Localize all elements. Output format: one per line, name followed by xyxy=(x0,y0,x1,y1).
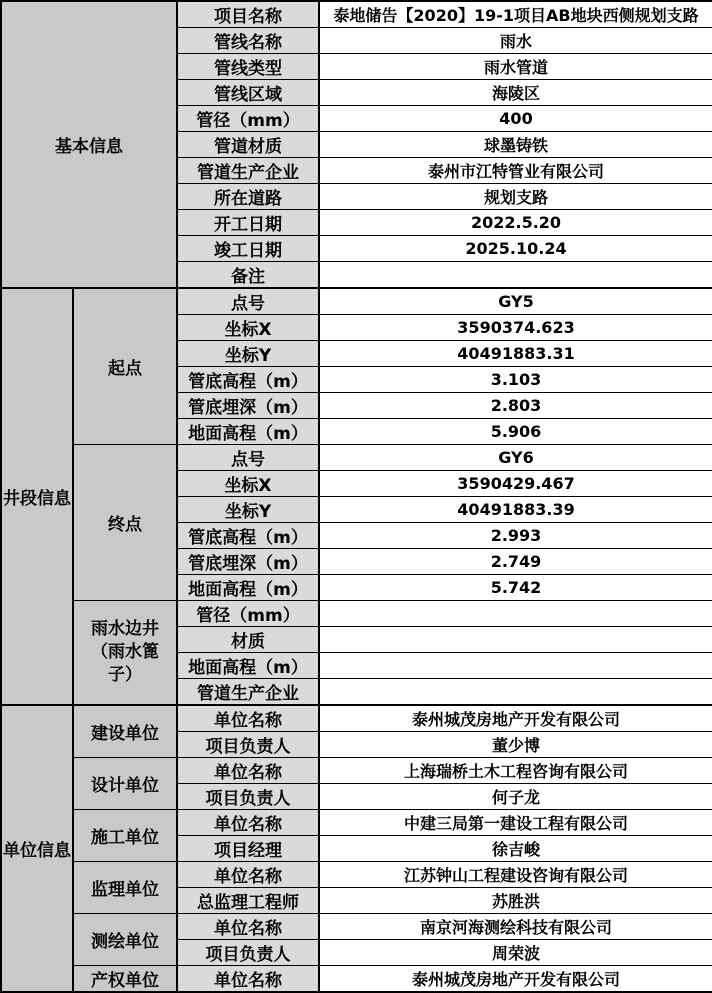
group-property-unit: 产权单位 xyxy=(73,966,177,993)
field-value-start-coord-y: 40491883.31 xyxy=(319,341,712,367)
field-value-start-point-no: GY5 xyxy=(319,288,712,315)
field-label-start-burial-depth: 管底埋深（m） xyxy=(177,393,319,419)
field-label-design-unit-name: 单位名称 xyxy=(177,758,319,784)
field-value-pipeline-name: 雨水 xyxy=(319,28,712,54)
field-label-survey-unit-name: 单位名称 xyxy=(177,914,319,940)
field-value-design-unit-leader: 何子龙 xyxy=(319,784,712,810)
field-value-diameter: 400 xyxy=(319,106,712,132)
field-label-end-ground-elev: 地面高程（m） xyxy=(177,575,319,601)
section-unit-info: 单位信息 xyxy=(1,705,73,992)
field-label-supervision-unit-name: 单位名称 xyxy=(177,862,319,888)
field-value-end-ground-elev: 5.742 xyxy=(319,575,712,601)
field-value-start-burial-depth: 2.803 xyxy=(319,393,712,419)
field-label-start-coord-x: 坐标X xyxy=(177,315,319,341)
field-label-diameter: 管径（mm） xyxy=(177,106,319,132)
field-value-construction-unit-leader: 董少博 xyxy=(319,732,712,758)
field-value-supervision-unit-name: 江苏钟山工程建设咨询有限公司 xyxy=(319,862,712,888)
field-label-builder-unit-name: 单位名称 xyxy=(177,810,319,836)
field-label-material: 管道材质 xyxy=(177,132,319,158)
field-value-start-date: 2022.5.20 xyxy=(319,210,712,236)
field-value-end-point-no: GY6 xyxy=(319,445,712,471)
group-start-point: 起点 xyxy=(73,288,177,445)
field-value-end-invert-elev: 2.993 xyxy=(319,523,712,549)
field-value-end-coord-y: 40491883.39 xyxy=(319,497,712,523)
field-label-grate-diameter: 管径（mm） xyxy=(177,601,319,627)
field-value-material: 球墨铸铁 xyxy=(319,132,712,158)
field-value-start-ground-elev: 5.906 xyxy=(319,419,712,445)
field-value-end-burial-depth: 2.749 xyxy=(319,549,712,575)
field-value-survey-unit-leader: 周荣波 xyxy=(319,940,712,966)
field-label-end-coord-y: 坐标Y xyxy=(177,497,319,523)
section-basic-info: 基本信息 xyxy=(1,1,177,288)
field-label-grate-material: 材质 xyxy=(177,627,319,653)
field-value-pipeline-type: 雨水管道 xyxy=(319,54,712,80)
field-value-grate-material xyxy=(319,627,712,653)
group-supervision-unit: 监理单位 xyxy=(73,862,177,914)
group-construction-unit: 建设单位 xyxy=(73,705,177,758)
field-label-finish-date: 竣工日期 xyxy=(177,236,319,262)
field-value-start-invert-elev: 3.103 xyxy=(319,367,712,393)
field-label-start-invert-elev: 管底高程（m） xyxy=(177,367,319,393)
field-value-grate-diameter xyxy=(319,601,712,627)
field-label-design-unit-leader: 项目负责人 xyxy=(177,784,319,810)
field-label-start-point-no: 点号 xyxy=(177,288,319,315)
field-label-grate-manufacturer: 管道生产企业 xyxy=(177,679,319,706)
field-value-builder-project-manager: 徐吉峻 xyxy=(319,836,712,862)
section-well-segment-info: 井段信息 xyxy=(1,288,73,705)
field-value-builder-unit-name: 中建三局第一建设工程有限公司 xyxy=(319,810,712,836)
field-label-end-burial-depth: 管底埋深（m） xyxy=(177,549,319,575)
field-value-start-coord-x: 3590374.623 xyxy=(319,315,712,341)
field-value-construction-unit-name: 泰州城茂房地产开发有限公司 xyxy=(319,705,712,732)
group-rain-side-well-label: 雨水边井（雨水篦子） xyxy=(91,619,159,685)
group-survey-unit: 测绘单位 xyxy=(73,914,177,966)
field-label-remark: 备注 xyxy=(177,262,319,289)
field-value-finish-date: 2025.10.24 xyxy=(319,236,712,262)
group-design-unit: 设计单位 xyxy=(73,758,177,810)
field-value-survey-unit-name: 南京河海测绘科技有限公司 xyxy=(319,914,712,940)
group-builder-unit: 施工单位 xyxy=(73,810,177,862)
field-label-start-coord-y: 坐标Y xyxy=(177,341,319,367)
field-value-manufacturer: 泰州市江特管业有限公司 xyxy=(319,158,712,184)
field-value-project-name: 泰地储告【2020】19-1项目AB地块西侧规划支路 xyxy=(319,1,712,28)
field-label-pipeline-district: 管线区域 xyxy=(177,80,319,106)
field-label-property-unit-name: 单位名称 xyxy=(177,966,319,993)
field-label-survey-unit-leader: 项目负责人 xyxy=(177,940,319,966)
field-value-property-unit-name: 泰州城茂房地产开发有限公司 xyxy=(319,966,712,993)
field-value-road: 规划支路 xyxy=(319,184,712,210)
field-value-grate-manufacturer xyxy=(319,679,712,706)
field-label-project-name: 项目名称 xyxy=(177,1,319,28)
group-end-point: 终点 xyxy=(73,445,177,601)
field-label-start-ground-elev: 地面高程（m） xyxy=(177,419,319,445)
field-label-construction-unit-leader: 项目负责人 xyxy=(177,732,319,758)
field-label-start-date: 开工日期 xyxy=(177,210,319,236)
field-label-chief-supervision-engineer: 总监理工程师 xyxy=(177,888,319,914)
field-value-remark xyxy=(319,262,712,289)
field-label-end-coord-x: 坐标X xyxy=(177,471,319,497)
field-label-pipeline-name: 管线名称 xyxy=(177,28,319,54)
field-value-end-coord-x: 3590429.467 xyxy=(319,471,712,497)
field-label-construction-unit-name: 单位名称 xyxy=(177,705,319,732)
field-value-grate-ground-elev xyxy=(319,653,712,679)
field-value-design-unit-name: 上海瑞桥土木工程咨询有限公司 xyxy=(319,758,712,784)
field-label-manufacturer: 管道生产企业 xyxy=(177,158,319,184)
group-rain-side-well xyxy=(73,601,177,706)
field-label-grate-ground-elev: 地面高程（m） xyxy=(177,653,319,679)
field-value-pipeline-district: 海陵区 xyxy=(319,80,712,106)
field-label-pipeline-type: 管线类型 xyxy=(177,54,319,80)
field-label-end-point-no: 点号 xyxy=(177,445,319,471)
field-label-end-invert-elev: 管底高程（m） xyxy=(177,523,319,549)
field-label-builder-project-manager: 项目经理 xyxy=(177,836,319,862)
field-value-chief-supervision-engineer: 苏胜洪 xyxy=(319,888,712,914)
field-label-road: 所在道路 xyxy=(177,184,319,210)
